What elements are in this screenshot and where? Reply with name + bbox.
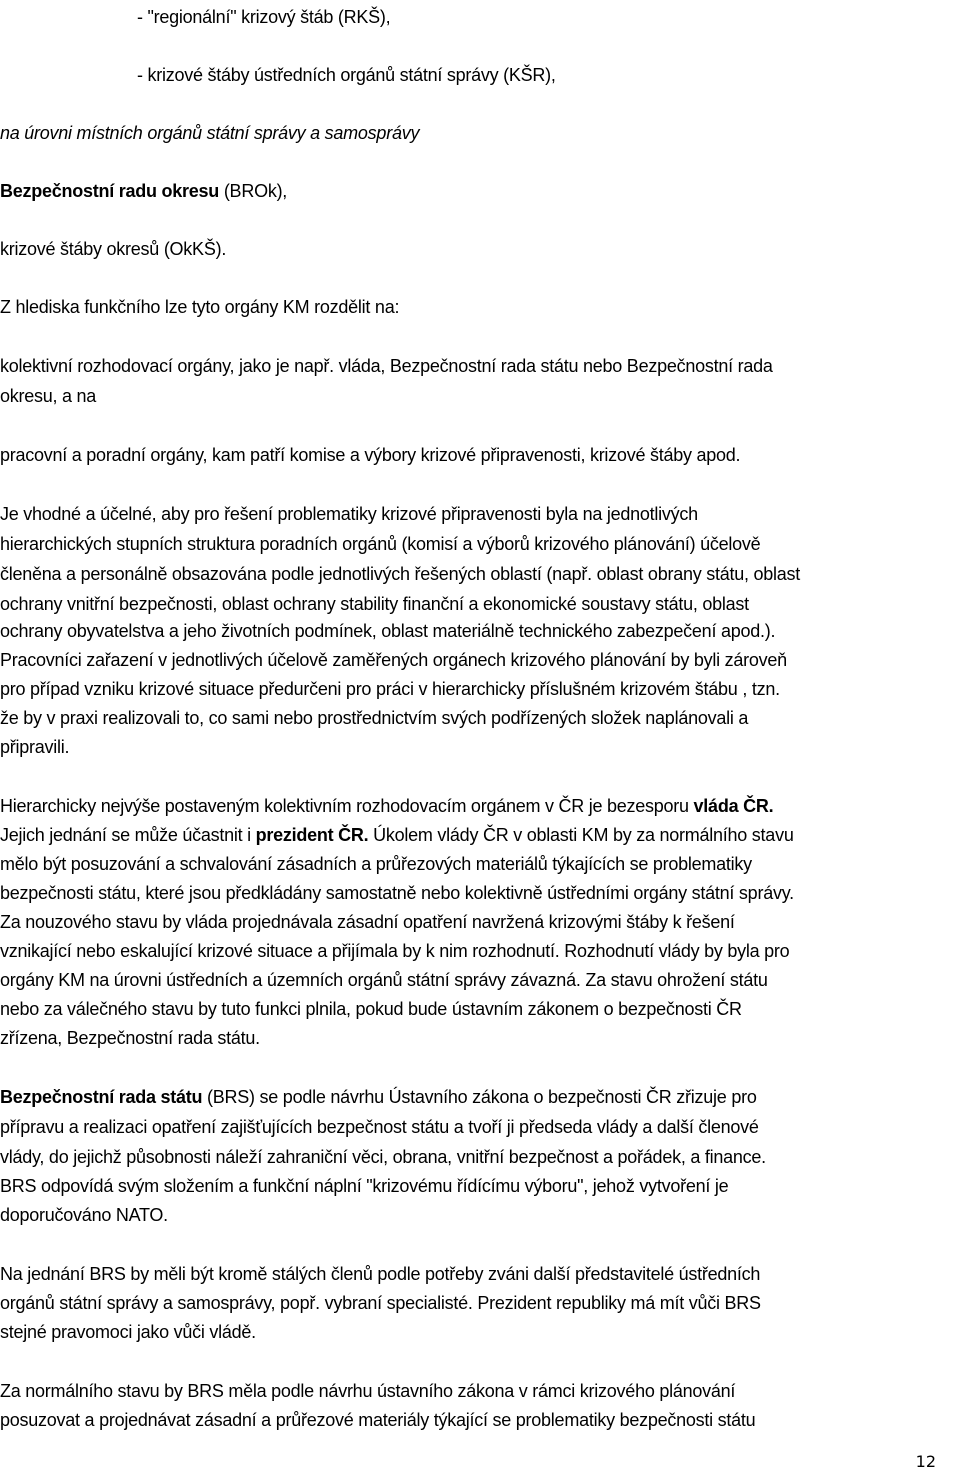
text-line-4-rest: (BROk), bbox=[219, 181, 288, 201]
text-line-18: připravili. bbox=[0, 737, 70, 757]
text-line-10: Je vhodné a účelné, aby pro řešení problematiky krizové připravenosti byla na jednotlivých bbox=[0, 504, 698, 524]
text-line-23: Za nouzového stavu by vláda projednávala zásadní opatření navržená krizovými štáby k řešení bbox=[0, 912, 735, 932]
text-line-15: Pracovníci zařazení v jednotlivých účelově zaměřených orgánech krizového plánování by byli zároveň bbox=[0, 650, 787, 670]
text-line-21: mělo být posuzování a schvalování zásadních a průřezových materiálů týkajících se problematiky bbox=[0, 854, 752, 874]
text-line-20 bbox=[0, 824, 794, 848]
text-line-20-end: Úkolem vlády ČR v oblasti KM by za normálního stavu bbox=[368, 825, 794, 845]
text-line-12: členěna a personálně obsazována podle jednotlivých řešených oblastí (např. oblast obrany státu, oblast bbox=[0, 564, 801, 584]
text-line-7: kolektivní rozhodovací orgány, jako je např. vláda, Bezpečnostní rada státu nebo Bezpečnostní rada bbox=[0, 356, 773, 376]
text-line-34: orgánů státní správy a samosprávy, popř. vybraní specialisté. Prezident republiky má mít vůči BRS bbox=[0, 1293, 761, 1313]
text-line-32: doporučováno NATO. bbox=[0, 1205, 168, 1225]
text-line-19-start: Hierarchicky nejvýše postaveným kolektivním rozhodovacím orgánem v ČR je bezesporu bbox=[0, 796, 694, 816]
page-number: 12 bbox=[915, 1452, 936, 1471]
text-line-22: bezpečnosti státu, které jsou předkládány samostatně nebo kolektivně ústředními orgány státní správy. bbox=[0, 883, 794, 903]
text-line-27: zřízena, Bezpečnostní rada státu. bbox=[0, 1028, 260, 1048]
text-line-9: pracovní a poradní orgány, kam patří komise a výbory krizové připravenosti, krizové štáby apod. bbox=[0, 445, 741, 465]
term-prezident-cr: prezident ČR. bbox=[255, 825, 369, 845]
text-line-8: okresu, a na bbox=[0, 386, 97, 406]
text-line-17: že by v praxi realizovali to, co sami nebo prostřednictvím svých podřízených složek naplánovali a bbox=[0, 708, 749, 728]
text-line-3: na úrovni místních orgánů státní správy a samosprávy bbox=[0, 123, 420, 143]
text-line-2: - krizové štáby ústředních orgánů státní správy (KŠR), bbox=[137, 65, 556, 85]
text-line-25: orgány KM na úrovni ústředních a územních orgánů státní správy závazná. Za stavu ohrožení státu bbox=[0, 970, 768, 990]
text-line-36: Za normálního stavu by BRS měla podle návrhu ústavního zákona v rámci krizového plánování bbox=[0, 1381, 736, 1401]
text-line-19 bbox=[0, 795, 773, 819]
text-line-28-rest: (BRS) se podle návrhu Ústavního zákona o bezpečnosti ČR zřizuje pro bbox=[202, 1087, 757, 1107]
text-line-37: posuzovat a projednávat zásadní a průřezové materiály týkající se problematiky bezpečnosti státu bbox=[0, 1410, 756, 1430]
text-line-11: hierarchických stupních struktura poradních orgánů (komisí a výborů krizového plánování) účelově bbox=[0, 534, 761, 554]
text-line-6: Z hlediska funkčního lze tyto orgány KM rozdělit na: bbox=[0, 297, 400, 317]
text-line-14: ochrany obyvatelstva a jeho životních podmínek, oblast materiálně technického zabezpečení apod.). bbox=[0, 621, 776, 641]
text-line-33: Na jednání BRS by měli být kromě stálých členů podle potřeby zváni další představitelé ústředních bbox=[0, 1264, 761, 1284]
text-line-30: vlády, do jejichž působnosti náleží zahraniční věci, obrana, vnitřní bezpečnost a pořádek, a finance. bbox=[0, 1147, 766, 1167]
term-bezpecnostni-radu-okresu: Bezpečnostní radu okresu bbox=[0, 181, 220, 201]
text-line-24: vznikající nebo eskalující krizové situace a přijímala by k nim rozhodnutí. Rozhodnutí vlády by byla pro bbox=[0, 941, 790, 961]
text-line-31: BRS odpovídá svým složením a funkční náplní "krizovému řídícímu výboru", jehož vytvoření je bbox=[0, 1176, 729, 1196]
text-line-1: - "regionální" krizový štáb (RKŠ), bbox=[137, 7, 391, 27]
text-line-13: ochrany vnitřní bezpečnosti, oblast ochrany stability finanční a ekonomické soustavy státu, oblast bbox=[0, 594, 749, 614]
term-bezpecnostni-rada-statu: Bezpečnostní rada státu bbox=[0, 1087, 203, 1107]
term-vlada-cr: vláda ČR. bbox=[693, 796, 774, 816]
text-line-16: pro případ vzniku krizové situace předurčeni pro práci v hierarchicky příslušném krizovém štábu , tzn. bbox=[0, 679, 780, 699]
text-line-5: krizové štáby okresů (OkKŠ). bbox=[0, 239, 227, 259]
text-line-29: přípravu a realizaci opatření zajišťujících bezpečnost státu a tvoří ji předseda vlády a další členové bbox=[0, 1117, 759, 1137]
text-line-35: stejné pravomoci jako vůči vládě. bbox=[0, 1322, 256, 1342]
text-line-4 bbox=[0, 180, 287, 204]
text-line-28 bbox=[0, 1086, 757, 1110]
text-line-26: nebo za válečného stavu by tuto funkci plnila, pokud bude ústavním zákonem o bezpečnosti ČR bbox=[0, 999, 742, 1019]
text-line-20-start: Jejich jednání se může účastnit i bbox=[0, 825, 256, 845]
